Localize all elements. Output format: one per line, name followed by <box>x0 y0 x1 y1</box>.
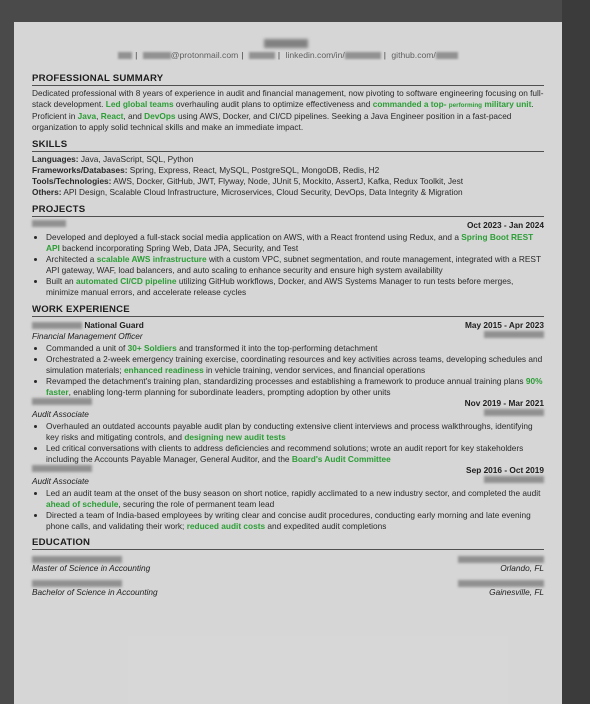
list-item: • Developed and deployed a full-stack social media application on AWS, with a React frontend using Redux, and a Spring Boot REST API backend incorporating Spring Web, Data JPA, Security, and Test <box>46 232 544 254</box>
section-heading: SKILLS <box>32 139 544 152</box>
skills-row: Frameworks/Databases: Spring, Express, React, MySQL, PostgreSQL, MongoDB, Redis, H2 <box>32 165 380 175</box>
summary-text: Dedicated professional with 8 years of experience in audit and financial management, now pivoting to software engineering focusing on full-stack development. Led global teams overhauling audit plans to optimize effectiveness and commanded a top- performing military unit. Proficient in Java, React, and DevOps using AWS, Docker, and CI/CD pipelines. Seeking a Java Engineer position in a fast-paced organization to apply solid technical skills and make an immediate impact. <box>32 88 544 132</box>
job-header: National Guard May 2015 - Apr 2023 <box>32 320 544 331</box>
list-item: • Commanded a unit of 30+ Soldiers and transformed it into the top-performing detachment <box>46 343 544 354</box>
contact-line: | @protonmail.com | | linkedin.com/in/ | github.com/ <box>32 50 544 70</box>
edu-header <box>32 556 544 563</box>
project-bullets <box>32 232 544 298</box>
viewer-edge <box>562 0 590 704</box>
edu-row: Bachelor of Science in Accounting Gainesville, FL <box>32 587 544 597</box>
list-item: • Led critical conversations with clients to address deficiencies and recommend solutions; wrote an audit report for key stakeholders including the Accounts Payable Manager, General Auditor, and the Board's Audit Committee <box>46 443 544 465</box>
skills-section <box>32 139 544 198</box>
project-date: Oct 2023 - Jan 2024 <box>466 220 544 230</box>
skills-row: Others: API Design, Scalable Cloud Infrastructure, Microservices, Cloud Security, DevOps, Data Integrity & Migration <box>32 187 463 197</box>
job-bullets <box>32 343 544 398</box>
skills-row: Tools/Technologies: AWS, Docker, GitHub, JWT, Flyway, Node, JUnit 5, Mockito, AssertJ, Kafka, Redux Toolkit, Jest <box>32 176 464 186</box>
projects-section <box>32 204 544 298</box>
section-heading: WORK EXPERIENCE <box>32 304 544 317</box>
section-heading: PROJECTS <box>32 204 544 217</box>
education-section <box>32 537 544 598</box>
email-text[interactable]: @protonmail.com <box>170 50 239 60</box>
job-subheader: Audit Associate <box>32 476 544 487</box>
job-header: Sep 2016 - Oct 2019 <box>32 465 544 476</box>
project-header <box>32 220 544 231</box>
linkedin-link[interactable]: linkedin.com/in/ <box>285 50 345 60</box>
list-item: • Revamped the detachment's training plan, standardizing processes and establishing a framework to produce annual training plans 90% faster, enabling long-term planning for subordinate leaders, prompting adoption by other units <box>46 376 544 398</box>
section-heading: PROFESSIONAL SUMMARY <box>32 73 544 86</box>
edu-row: Master of Science in Accounting Orlando, FL <box>32 563 544 573</box>
resume-page <box>14 22 562 704</box>
job-bullets <box>32 488 544 532</box>
list-item: • Led an audit team at the onset of the busy season on short notice, rapidly acclimated to a new industry sector, and completed the audit ahead of schedule, securing the role of permanent team lead <box>46 488 544 510</box>
list-item: • Overhauled an outdated accounts payable audit plan by conducting extensive client interviews and process walkthroughs, identifying key risks and mitigating controls, and designing new audit tests <box>46 421 544 443</box>
summary-section <box>32 73 544 133</box>
edu-header <box>32 580 544 587</box>
job-subheader: Audit Associate <box>32 409 544 420</box>
work-section <box>32 304 544 532</box>
list-item: • Orchestrated a 2-week emergency training exercise, coordinating resources and key activities across teams, developing schedules and simulation materials; enhanced readiness in vehicle training, vendor services, and financial operations <box>46 354 544 376</box>
skills-row: Languages: Java, JavaScript, SQL, Python <box>32 154 194 164</box>
job-subheader: Financial Management Officer <box>32 331 544 342</box>
list-item: • Directed a team of India-based employees by writing clear and concise audit procedures, conducting early morning and late evening phone calls, and validating their work; reduced audit costs and expedited audit completions <box>46 510 544 532</box>
job-bullets <box>32 421 544 465</box>
list-item: • Built an automated CI/CD pipeline utilizing GitHub workflows, Docker, and AWS Systems Manager to run tests before merges, minimize manual errors, and accelerate release cycles <box>46 276 544 298</box>
github-link[interactable]: github.com/ <box>391 50 436 60</box>
list-item: • Architected a scalable AWS infrastructure with a custom VPC, subnet segmentation, and route management, integrated with a REST API gateway, WAF, load balancers, and auto scaling to enhance security and ensure high system availability <box>46 254 544 276</box>
job-header: Nov 2019 - Mar 2021 <box>32 398 544 409</box>
section-heading: EDUCATION <box>32 537 544 550</box>
